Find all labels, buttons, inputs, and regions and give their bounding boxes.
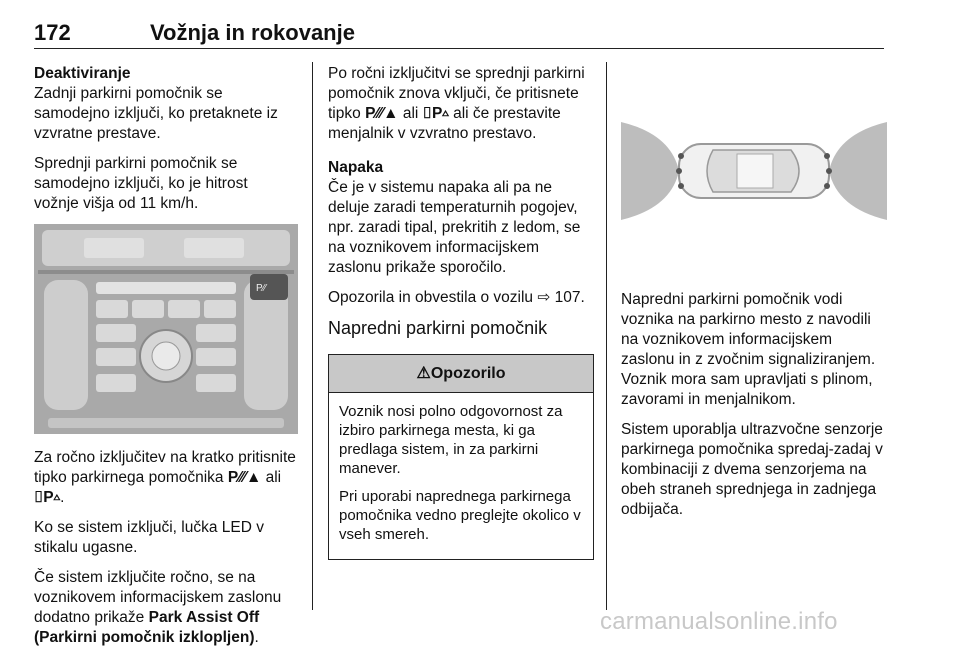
paragraph-front-deactivation: Sprednji parkirni pomočnik se samodejno izključi, ko je hitrost vožnje višja od 11 km/h. [34, 155, 248, 212]
console-photo [34, 224, 298, 434]
fault-heading: Napaka [328, 159, 384, 176]
sensor-coverage-diagram [621, 64, 887, 278]
paragraph-display-message: Če sistem izključite ročno, se na voznikovem informacijskem zaslonu dodatno prikaže Park Assist Off (Parkirni pomočnik izklopljen). [34, 569, 282, 646]
paragraph-manual-off: Za ročno izključitev na kratko pritisnite tipko parkirnega pomočnika P⁄⁄⁄▲ ali ⌷P▵. [34, 449, 296, 506]
column-divider-1 [312, 62, 313, 610]
car-sensor-illustration [621, 64, 887, 278]
page-header [34, 18, 884, 49]
warning-box [328, 354, 594, 560]
warning-paragraph-2: Pri uporabi naprednega parkirnega pomočnika vedno preglejte okolico v vseh smereh. [339, 488, 581, 543]
paragraph-rear-deactivation: Zadnji parkirni pomočnik se samodejno izključi, ko pretaknete iz vzvratne prestave. [34, 85, 278, 142]
watermark: carmanualsonline.info [600, 608, 838, 635]
page-number: 172 [34, 20, 71, 45]
deactivation-heading: Deaktiviranje [34, 65, 131, 82]
warning-title: ⚠Opozorilo [329, 355, 593, 393]
paragraph-advanced-description: Napredni parkirni pomočnik vodi voznika na parkirno mesto z navodili na voznikovem informacijskem zaslonu in z zvočnim signaliziranjem. Voznik mora sam upravljati s plinom, zavorami in menjalnikom. [621, 291, 876, 408]
park-assist-off-message: Park Assist Off (Parkirni pomočnik izklopljen) [34, 609, 260, 646]
warning-body [329, 393, 593, 559]
paragraph-led-off: Ko se sistem izključi, lučka LED v stikalu ugasne. [34, 519, 264, 556]
chapter-title: Vožnja in rokovanje [150, 20, 355, 45]
column-1 [34, 64, 296, 658]
page-reference-link[interactable]: ⇨ 107. [537, 289, 585, 306]
warning-paragraph-1: Voznik nosi polno odgovornost za izbiro parkirnega mesta, ki ga predlaga sistem, in za parkirni manever. [339, 403, 563, 477]
paragraph-sensors: Sistem uporablja ultrazvočne senzorje parkirnega pomočnika spredaj-zadaj v kombinaciji z dvema senzorjema na obeh straneh sprednjega in zadnjega odbijača. [621, 421, 883, 518]
column-divider-2 [606, 62, 607, 610]
advanced-park-icon: ⌷P▵ [34, 489, 61, 506]
park-button-label: P⁄⁄ [256, 283, 267, 294]
section-heading-advanced-park-assist: Napredni parkirni pomočnik [328, 318, 548, 338]
console-illustration [34, 224, 298, 434]
column-3 [621, 64, 887, 530]
paragraph-warnings-ref: Opozorila in obvestila o vozilu ⇨ 107. [328, 289, 585, 306]
column-2 [328, 64, 594, 560]
paragraph-fault: Če je v sistemu napaka ali pa ne deluje zaradi temperaturnih pogojev, npr. zaradi tipal, prekritih z ledom, se na voznikovem informacijskem zaslonu prikaže sporočilo. [328, 179, 581, 276]
advanced-park-icon: ⌷P▵ [422, 105, 449, 122]
park-assist-icon: P⁄⁄⁄▲ [227, 469, 262, 486]
park-assist-icon: P⁄⁄⁄▲ [365, 105, 399, 122]
paragraph-reactivation: Po ročni izključitvi se sprednji parkirni pomočnik znova vključi, če pritisnete tipko P⁄⁄⁄▲ ali ⌷P▵ ali če prestavite menjalnik v vzvratno prestavo. [328, 65, 585, 142]
